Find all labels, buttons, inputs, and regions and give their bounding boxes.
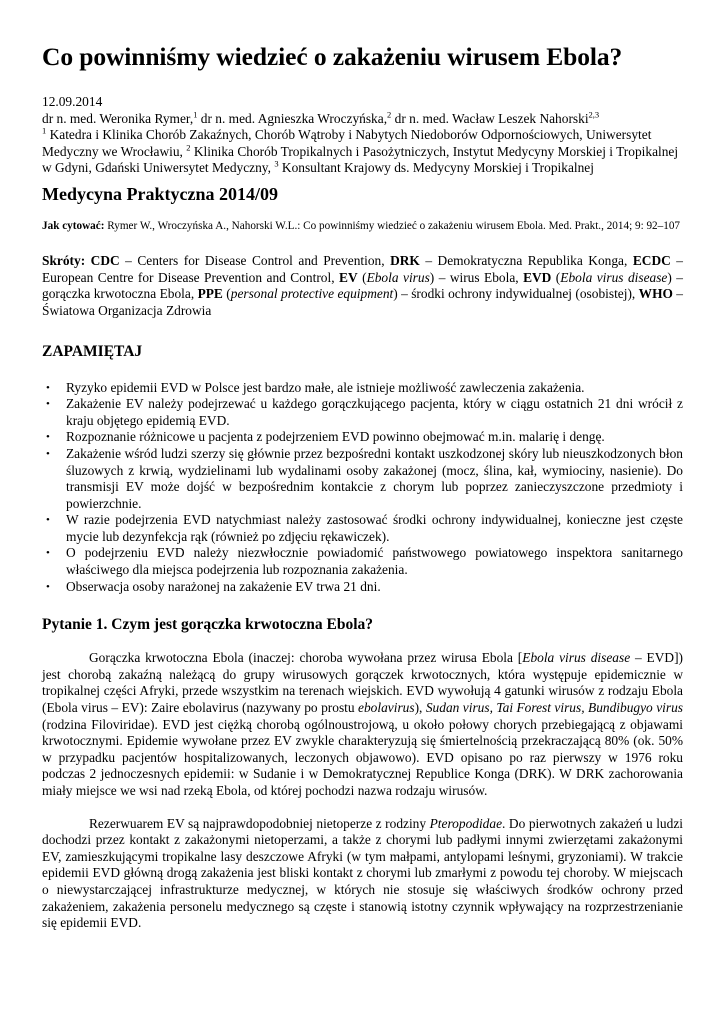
list-item: [42, 429, 683, 446]
bullet-icon: •: [46, 381, 50, 394]
abbrev-ecdc: ECDC: [632, 253, 671, 269]
affil-1-marker: 1: [42, 125, 47, 136]
list-item: [42, 512, 683, 545]
list-item: [42, 579, 683, 596]
question-1-paragraph-2: [42, 816, 683, 932]
list-item-text: W razie podejrzenia EVD natychmiast należy zastosować środki ochrony indywidualnej, konieczne jest częste mycie lub dezynfekcja rąk (również po zdjęciu rękawiczek).: [66, 512, 683, 544]
abbrev-ppe-text: ) – środki ochrony indywidualnej (osobistej),: [393, 286, 639, 302]
author-2: dr n. med. Agnieszka Wroczyńska,: [197, 110, 388, 126]
para-text: – EVD]) jest chorobą zakaźną należącą do grupy wirusowych gorączek krwotocznych, która występuje epidemicznie w tropikalnej części Afryki, przede wszystkim na terenach wiejskich. EVD wywołują 4 gatunki wirusów z rodzaju Ebola (Ebola virus – EV): Zaire ebolavirus (nazywany po prostu: [42, 650, 683, 716]
affil-3-text: Konsultant Krajowy ds. Medycyny Morskiej i Tropikalnej: [278, 160, 594, 176]
citation-label: Jak cytować:: [42, 219, 105, 232]
abbrev-ev-text: ) – wirus Ebola,: [429, 269, 524, 285]
bullet-icon: •: [46, 547, 50, 560]
affil-3-marker: 3: [274, 158, 279, 169]
citation-text: Rymer W., Wroczyńska A., Nahorski W.L.: Co powinniśmy wiedzieć o zakażeniu wirusem Ebola. Med. Prakt., 2014; 9: 92–107: [104, 219, 681, 232]
para-italic: Pteropodidae: [429, 815, 503, 831]
abbrev-ev-italic: Ebola virus: [366, 269, 430, 285]
abbrev-ppe: PPE: [197, 286, 223, 302]
list-item: [42, 396, 683, 429]
abbrev-cdc-text: – Centers for Disease Control and Prevention,: [119, 253, 391, 269]
abbrev-evd-open: (: [551, 269, 561, 285]
abbrev-drk-text: – Demokratyczna Republika Konga,: [419, 253, 633, 269]
affiliations: [42, 127, 683, 177]
abbrev-ev: EV: [339, 269, 358, 285]
question-1-heading: Pytanie 1. Czym jest gorączka krwotoczna Ebola?: [42, 616, 374, 634]
para-italic: Ebola virus disease: [522, 650, 631, 666]
abbrev-ecdc-text: – European Centre for Disease Prevention and Control,: [42, 253, 683, 285]
affil-2-marker: 2: [186, 142, 191, 153]
affil-2-text: Klinika Chorób Tropikalnych i Pasożytniczych, Instytut Medycyny Morskiej i Tropikalnej w Gdyni, Gdański Uniwersytet Medyczny,: [42, 143, 679, 176]
abbrev-drk: DRK: [390, 253, 420, 269]
para-text: . Do pierwotnych zakażeń u ludzi dochodzi przez kontakt z zakażonymi nietoperzami, a także z chorymi lub padłymi innymi zwierzętami zakażonymi EV, zamieszkującymi tropikalne lasy deszczowe Afryki (w tym małpami, antylopami leśnymi, gryzoniami). W trakcie epidemii EVD główną drogą zakażenia jest bliski kontakt z chorymi lub zmarłymi z powodu tej choroby. W miejscach o niewystarczającej infrastrukturze medycznej, w których nie stosuje się właściwych środków ochrony przed zakażeniem, zakażenia personelu medycznego są częste i stanowią istotny czynnik wpływający na rozprzestrzenianie się epidemii EVD.: [42, 815, 683, 931]
bullet-icon: •: [46, 398, 50, 411]
abbrev-ppe-open: (: [222, 286, 231, 302]
author-2-affil: 2: [387, 109, 392, 120]
remember-heading: ZAPAMIĘTAJ: [42, 342, 143, 360]
author-list: [42, 111, 683, 128]
abbrev-evd-italic: Ebola virus disease: [560, 269, 668, 285]
list-item: [42, 545, 683, 578]
list-item-text: Zakażenie wśród ludzi szerzy się głównie przez bezpośredni kontakt uszkodzonej skóry lub nieuszkodzonych błon śluzowych z krwią, wydzielinami lub wydalinami osoby zakażonej (mocz, ślina, kał, wymiociny, nasienie). Do transmisji EV może dojść w bezpośrednim kontakcie z chorym lub poprzez zanieczyszczone przedmioty i powierzchnie.: [66, 445, 683, 511]
abbrev-ppe-italic: personal protective equipment: [230, 286, 394, 302]
para-text: Rezerwuarem EV są najprawdopodobniej nietoperze z rodziny: [89, 815, 430, 831]
list-item-text: Zakażenie EV należy podejrzewać u każdego gorączkującego pacjenta, który w ciągu ostatnich 21 dni wrócił z kraju objętego epidemią EVD.: [66, 396, 683, 428]
bullet-icon: •: [46, 431, 50, 444]
citation: [42, 219, 683, 233]
article-meta: [42, 94, 683, 177]
abbrev-evd-text: ) – gorączka krwotoczna Ebola,: [42, 269, 683, 302]
abbrev-cdc: CDC: [90, 253, 120, 269]
article-title: Co powinniśmy wiedzieć o zakażeniu wirusem Ebola?: [42, 42, 623, 71]
abbrev-ev-open: (: [357, 269, 367, 285]
author-1: dr n. med. Weronika Rymer,: [42, 110, 194, 126]
list-item-text: O podejrzeniu EVD należy niezwłocznie powiadomić państwowego powiatowego inspektora sanitarnego właściwego dla miejsca podejrzenia lub rozpoznania zakażenia.: [66, 545, 683, 578]
journal-title: Medycyna Praktyczna 2014/09: [42, 183, 278, 204]
abbrev-label: Skróty:: [42, 253, 86, 269]
para-text: (rodzina Filoviridae). EVD jest ciężką chorobą ogólnoustrojową, u około połowy chorych przebiegającą z objawami krwotocznymi. Epidemie wywołane przez EV zwykle charakteryzują się śmiertelnością przekraczającą 80% (ok. 50% w przypadku pacjentów hospitalizowanych, leczonych objawowo). EVD opisano po raz pierwszy w 1976 roku podczas 2 jednoczesnych epidemii: w Sudanie i w Demokratycznej Republice Konga (DRK). W DRK zachorowania miały miejsce we wsi nad rzeką Ebola, od której pochodzi nazwa rodzaju wirusów.: [42, 716, 683, 799]
para-text: Gorączka krwotoczna Ebola (inaczej: choroba wywołana przez wirusa Ebola [: [89, 650, 523, 666]
author-3: dr n. med. Wacław Leszek Nahorski: [391, 110, 589, 126]
abbrev-who-text: – Światowa Organizacja Zdrowia: [42, 286, 684, 318]
abbreviations: [42, 253, 683, 319]
para-italic: ebolavirus: [358, 700, 415, 716]
list-item-text: Rozpoznanie różnicowe u pacjenta z podejrzeniem EVD powinno obejmować m.in. malarię i dengę.: [66, 429, 605, 445]
bullet-icon: •: [46, 447, 50, 460]
para-italic: Sudan virus, Tai Forest virus, Bundibugyo virus: [425, 700, 683, 716]
para-text: ),: [414, 700, 426, 716]
abbrev-evd: EVD: [523, 269, 552, 285]
bullet-icon: •: [46, 580, 50, 593]
remember-list: [42, 380, 683, 596]
bullet-icon: •: [46, 514, 50, 527]
question-1-paragraph-1: [42, 650, 683, 799]
publication-date: 12.09.2014: [42, 94, 103, 109]
list-item: [42, 380, 683, 397]
affil-1-text: Katedra i Klinika Chorób Zakaźnych, Chorób Wątroby i Nabytych Niedoborów Odpornościowych, Uniwersytet Medyczny we Wrocławiu,: [42, 127, 652, 159]
author-1-affil: 1: [193, 109, 198, 120]
list-item: [42, 446, 683, 512]
abbrev-who: WHO: [638, 286, 673, 302]
list-item-text: Obserwacja osoby narażonej na zakażenie EV trwa 21 dni.: [66, 578, 381, 594]
author-3-affil: 2,3: [588, 109, 600, 120]
list-item-text: Ryzyko epidemii EVD w Polsce jest bardzo małe, ale istnieje możliwość zawleczenia zakażenia.: [66, 379, 585, 395]
